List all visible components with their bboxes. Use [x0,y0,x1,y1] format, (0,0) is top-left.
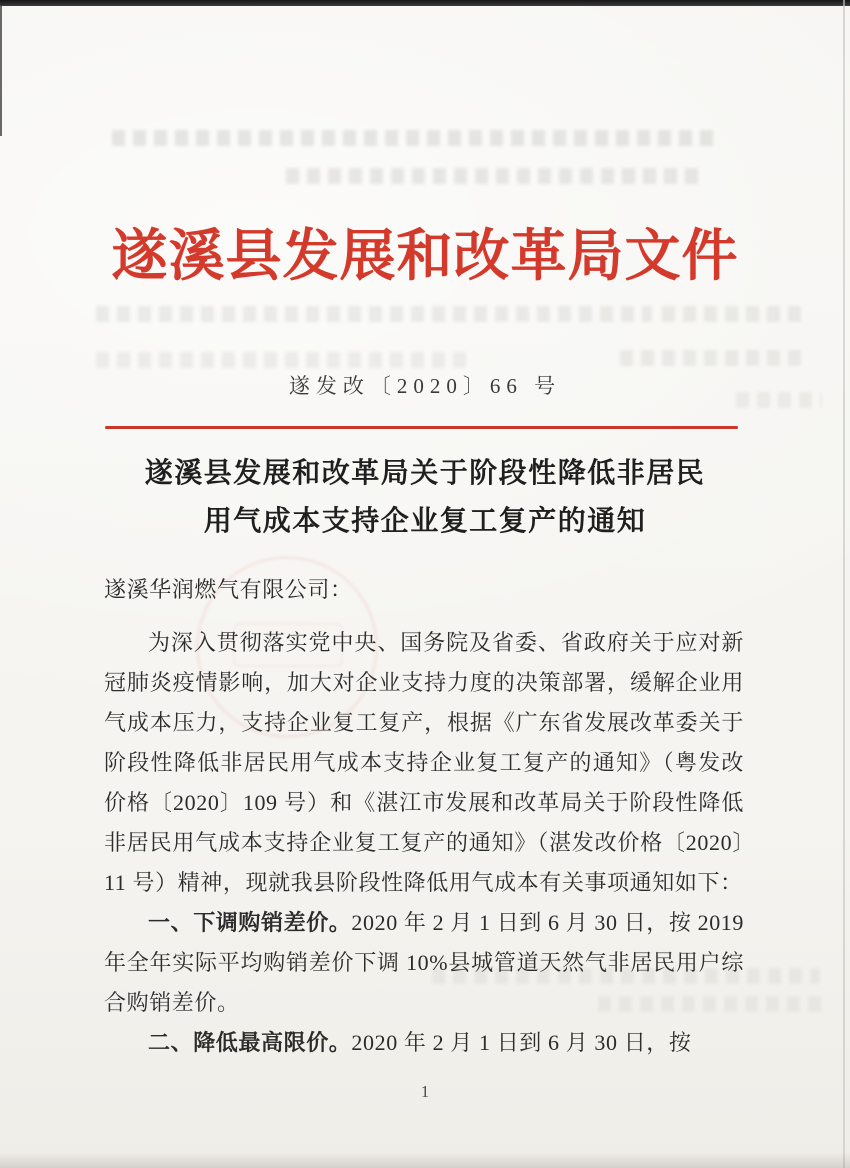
salutation-line: 遂溪华润燃气有限公司： [104,577,353,602]
bleed-through-row [112,130,720,146]
item-2-text: 2020 年 2 月 1 日到 6 月 30 日，按 [351,1030,692,1055]
scan-edge-right [843,0,845,1168]
document-body [104,570,744,1063]
item-1-paragraph [104,903,744,1023]
scan-edge-top [0,0,850,6]
notice-title [60,450,790,546]
item-1-text: 2020 年 2 月 1 日到 6 月 30 日，按 2019 年全年实际平均购销差价下调 10%县城管道天然气非居民用户综合购销差价。 [104,910,745,1015]
notice-title-line-1: 遂溪县发展和改革局关于阶段性降低非居民 [144,458,706,489]
page-number: 1 [420,1082,430,1101]
bleed-through-row [662,306,802,322]
bleed-through-row [96,352,472,368]
bleed-through-row [620,350,806,366]
agency-letterhead-title: 遂溪县发展和改革局文件 [111,226,739,288]
bleed-through-row [286,168,706,184]
scan-edge-bottom [0,1152,850,1168]
item-1-heading: 一、下调购销差价。 [148,910,352,935]
red-separator-rule [105,426,738,429]
bleed-through-row [96,306,652,322]
notice-title-line-2: 用气成本支持企业复工复产的通知 [203,506,647,537]
intro-paragraph: 为深入贯彻落实党中央、国务院及省委、省政府关于应对新冠肺炎疫情影响，加大对企业支持力度的决策部署，缓解企业用气成本压力，支持企业复工复产，根据《广东省发展改革委关于阶段性降低非居民用气成本支持企业复工复产的通知》（粤发改价格〔2020〕109 号）和《湛江市发展和改革局关于阶段性降低非居民用气成本支持企业复工复产的通知》（湛发改价格〔2020〕11 号）精神，现就我县阶段性降低用气成本有关事项通知如下： [104,630,744,895]
document-number: 遂发改〔2020〕66 号 [288,374,562,398]
item-2-paragraph [104,1023,744,1063]
scan-edge-left [0,6,2,136]
item-2-heading: 二、降低最高限价。 [148,1030,352,1055]
